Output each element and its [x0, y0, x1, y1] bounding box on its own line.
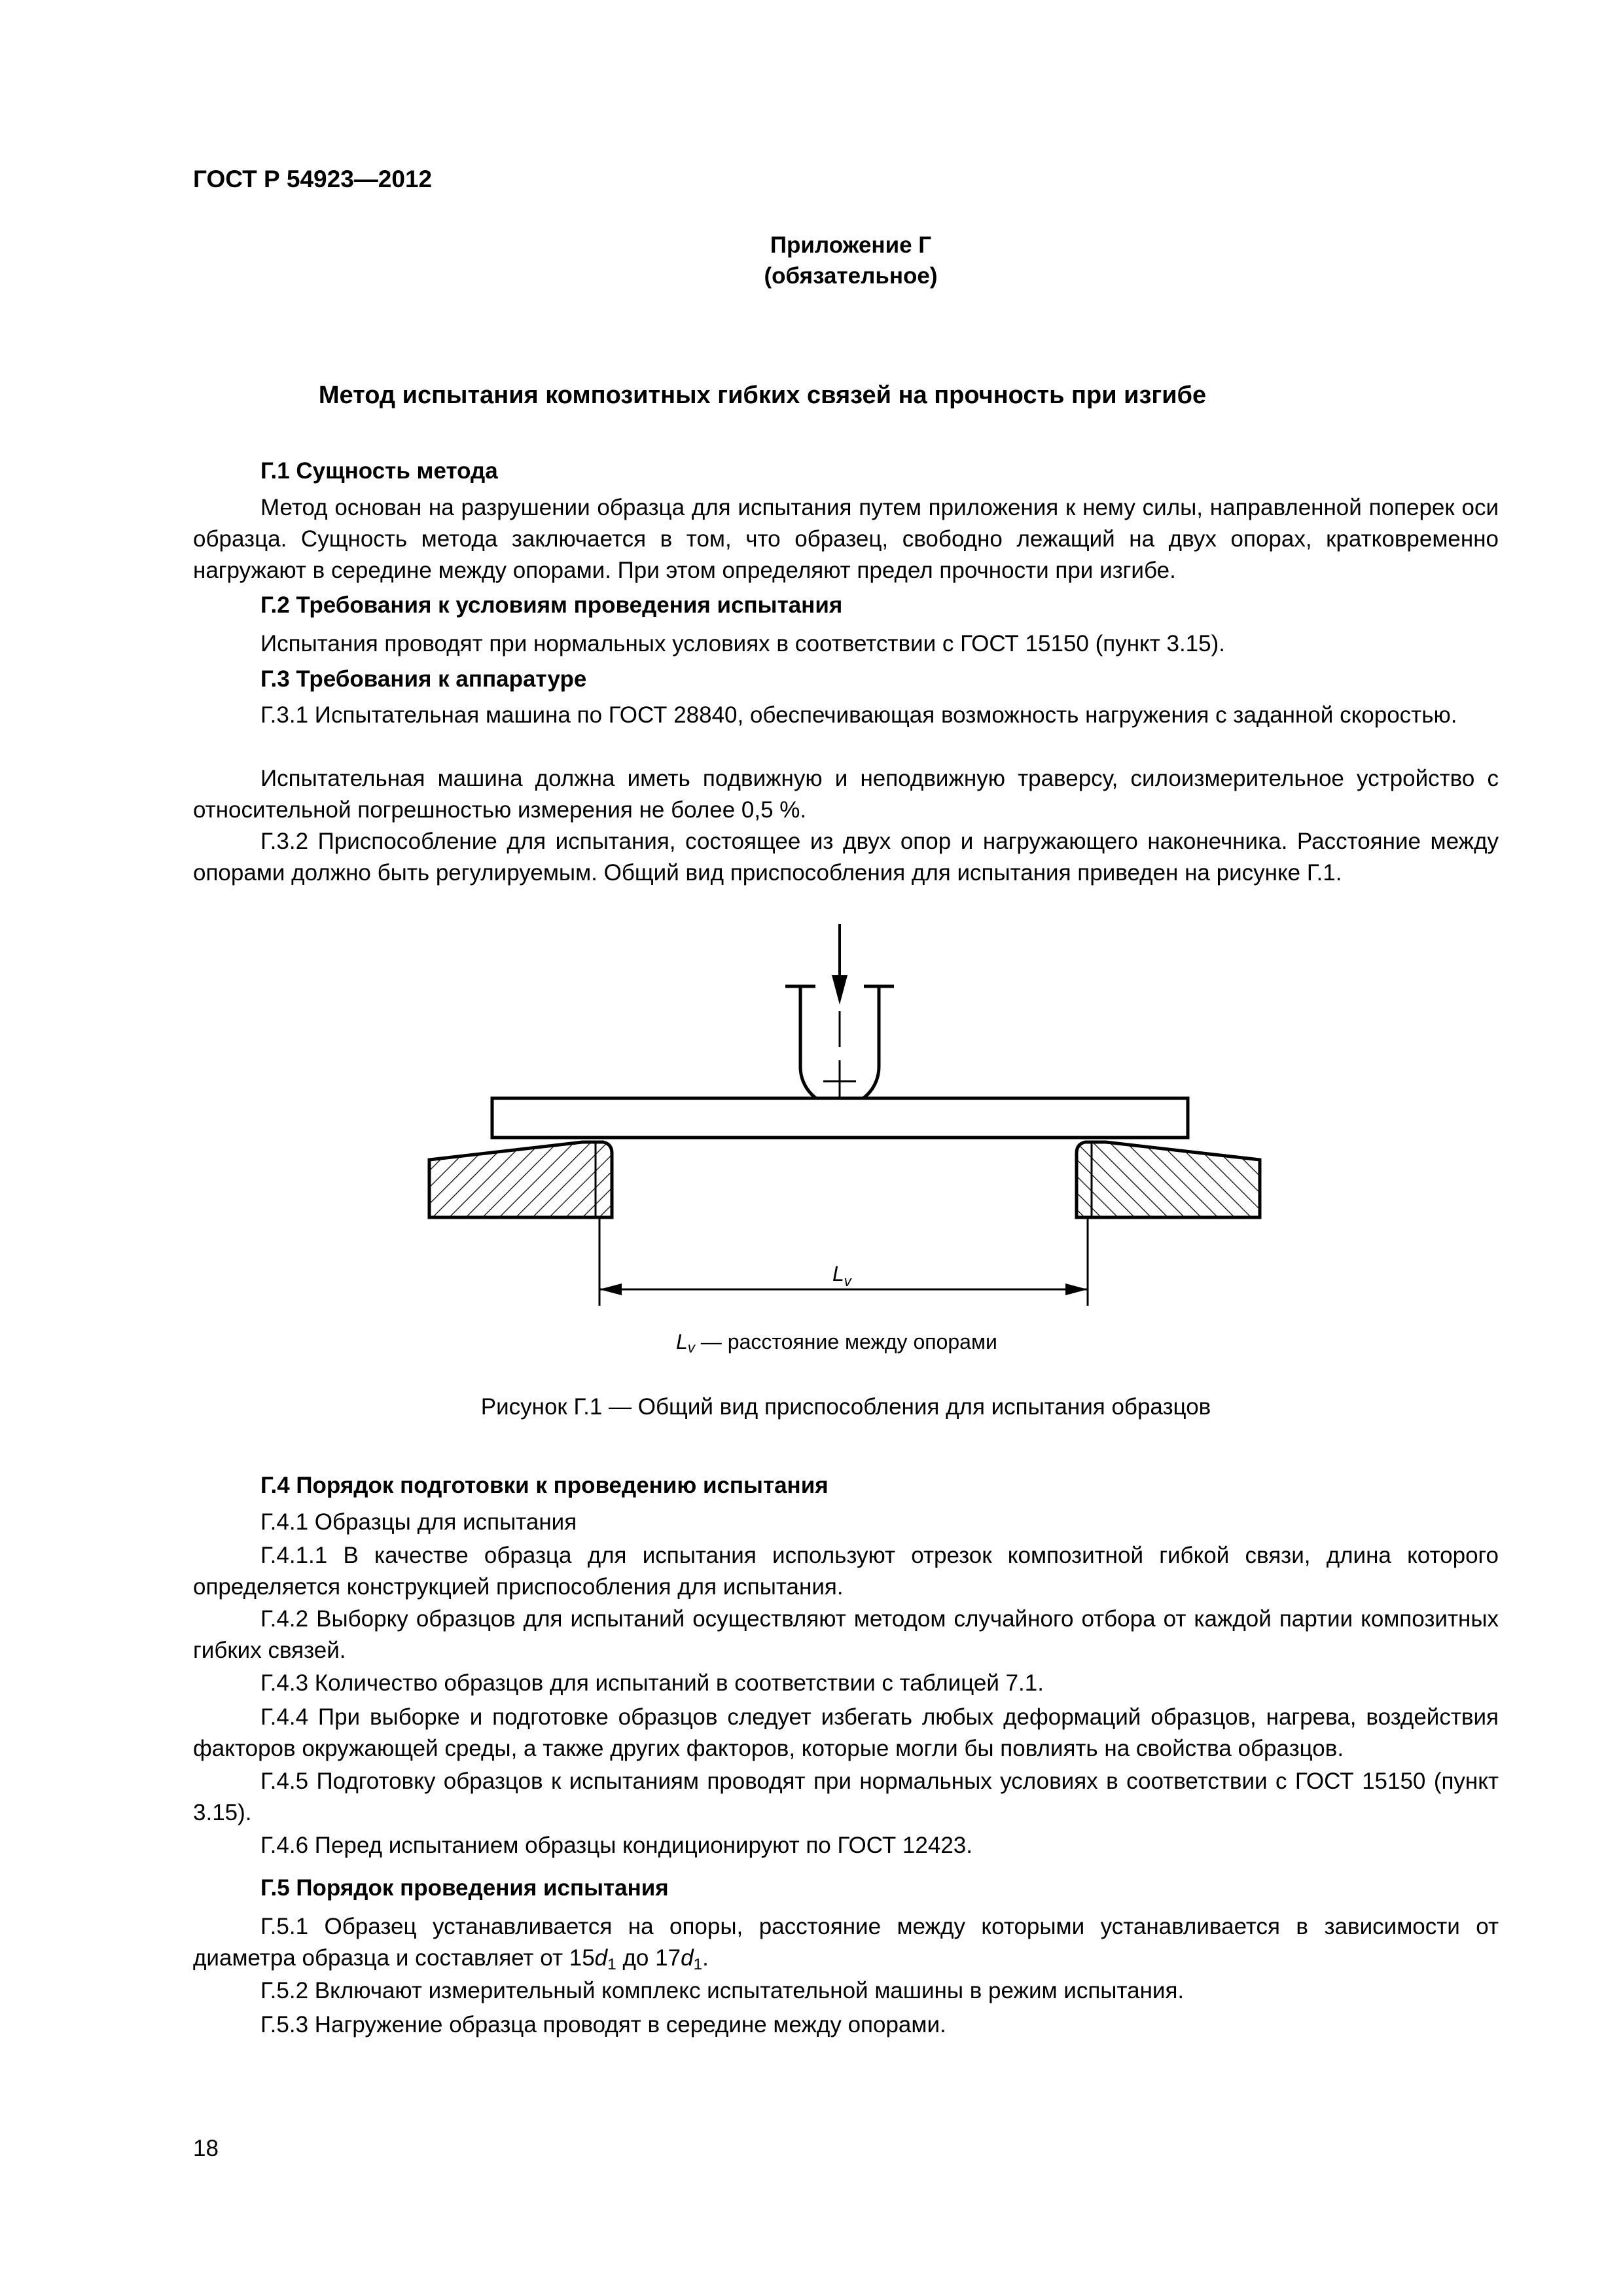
- paragraph: Метод основан на разрушении образца для испытания путем приложения к нему силы, направленной поперек оси образца. Сущность метода заключается в том, что образец, свободно лежащий на двух опорах, кратковременно нагружают в середине между опорами. При этом определяют предел прочности при изгибе.: [193, 495, 1499, 583]
- paragraph: Испытательная машина должна иметь подвижную и неподвижную траверсу, силоизмерительное устройство с относительной погрешностью измерения не более 0,5 %.: [193, 766, 1499, 823]
- appendix-status: (обязательное): [764, 263, 938, 289]
- figure-legend: $L_v$ — расстояние между опорами: [676, 1330, 997, 1356]
- left-support: [429, 1142, 612, 1217]
- section-heading-3: Г.3 Требования к аппаратуре: [260, 666, 587, 692]
- paragraph: Г.5.1 Образец устанавливается на опоры, расстояние между которыми устанавливается в зависимости от диаметра образца и составляет от $15d_1$ до $17d_1$.: [193, 1914, 1499, 1974]
- paragraph: Г.4.1 Образцы для испытания: [260, 1509, 577, 1535]
- specimen: [492, 1098, 1188, 1138]
- paragraph: Испытания проводят при нормальных условиях в соответствии с ГОСТ 15150 (пункт 3.15).: [260, 631, 1225, 656]
- section-heading-5: Г.5 Порядок проведения испытания: [260, 1875, 669, 1901]
- page-number: 18: [193, 2136, 219, 2161]
- paragraph: Г.3.2 Приспособление для испытания, состоящее из двух опор и нагружающего наконечника. Расстояние между опорами должно быть регулируемым. Общий вид приспособления для испытания приведен на рисунке Г.1.: [193, 829, 1499, 886]
- figure-caption: Рисунок Г.1 — Общий вид приспособления для испытания образцов: [480, 1394, 1211, 1420]
- appendix-name: Приложение Г: [770, 232, 932, 258]
- span-dimension: [599, 1217, 1088, 1306]
- paragraph: Г.5.3 Нагружение образца проводят в середине между опорами.: [260, 2012, 946, 2037]
- paragraph: Г.4.2 Выборку образцов для испытаний осуществляют методом случайного отбора от каждой партии композитных гибких связей.: [193, 1606, 1499, 1663]
- right-support: [1077, 1142, 1260, 1217]
- paragraph: Г.4.1.1 В качестве образца для испытания используют отрезок композитной гибкой связи, длина которого определяется конструкцией приспособления для испытания.: [193, 1543, 1499, 1600]
- standard-number: ГОСТ Р 54923—2012: [193, 166, 433, 192]
- load-arrow: [832, 924, 847, 1005]
- section-heading-1: Г.1 Сущность метода: [260, 458, 498, 484]
- page-title: Метод испытания композитных гибких связей на прочность при изгибе: [318, 382, 1207, 409]
- paragraph: Г.4.6 Перед испытанием образцы кондиционируют по ГОСТ 12423.: [260, 1833, 972, 1858]
- section-heading-4: Г.4 Порядок подготовки к проведению испытания: [260, 1473, 829, 1498]
- paragraph: Г.5.2 Включают измерительный комплекс испытательной машины в режим испытания.: [260, 1978, 1185, 2003]
- paragraph: Г.4.4 При выборке и подготовке образцов следует избегать любых деформаций образцов, нагрева, воздействия факторов окружающей среды, а также других факторов, которые могли бы повлиять на свойства образцов.: [193, 1704, 1499, 1761]
- span-label: $L_v$: [832, 1262, 851, 1289]
- section-heading-2: Г.2 Требования к условиям проведения испытания: [260, 592, 843, 618]
- paragraph: Г.3.1 Испытательная машина по ГОСТ 28840, обеспечивающая возможность нагружения с заданной скоростью.: [260, 702, 1457, 728]
- paragraph: Г.4.3 Количество образцов для испытаний в соответствии с таблицей 7.1.: [260, 1670, 1044, 1696]
- paragraph: Г.4.5 Подготовку образцов к испытаниям проводят при нормальных условиях в соответствии с ГОСТ 15150 (пункт 3.15).: [193, 1768, 1499, 1825]
